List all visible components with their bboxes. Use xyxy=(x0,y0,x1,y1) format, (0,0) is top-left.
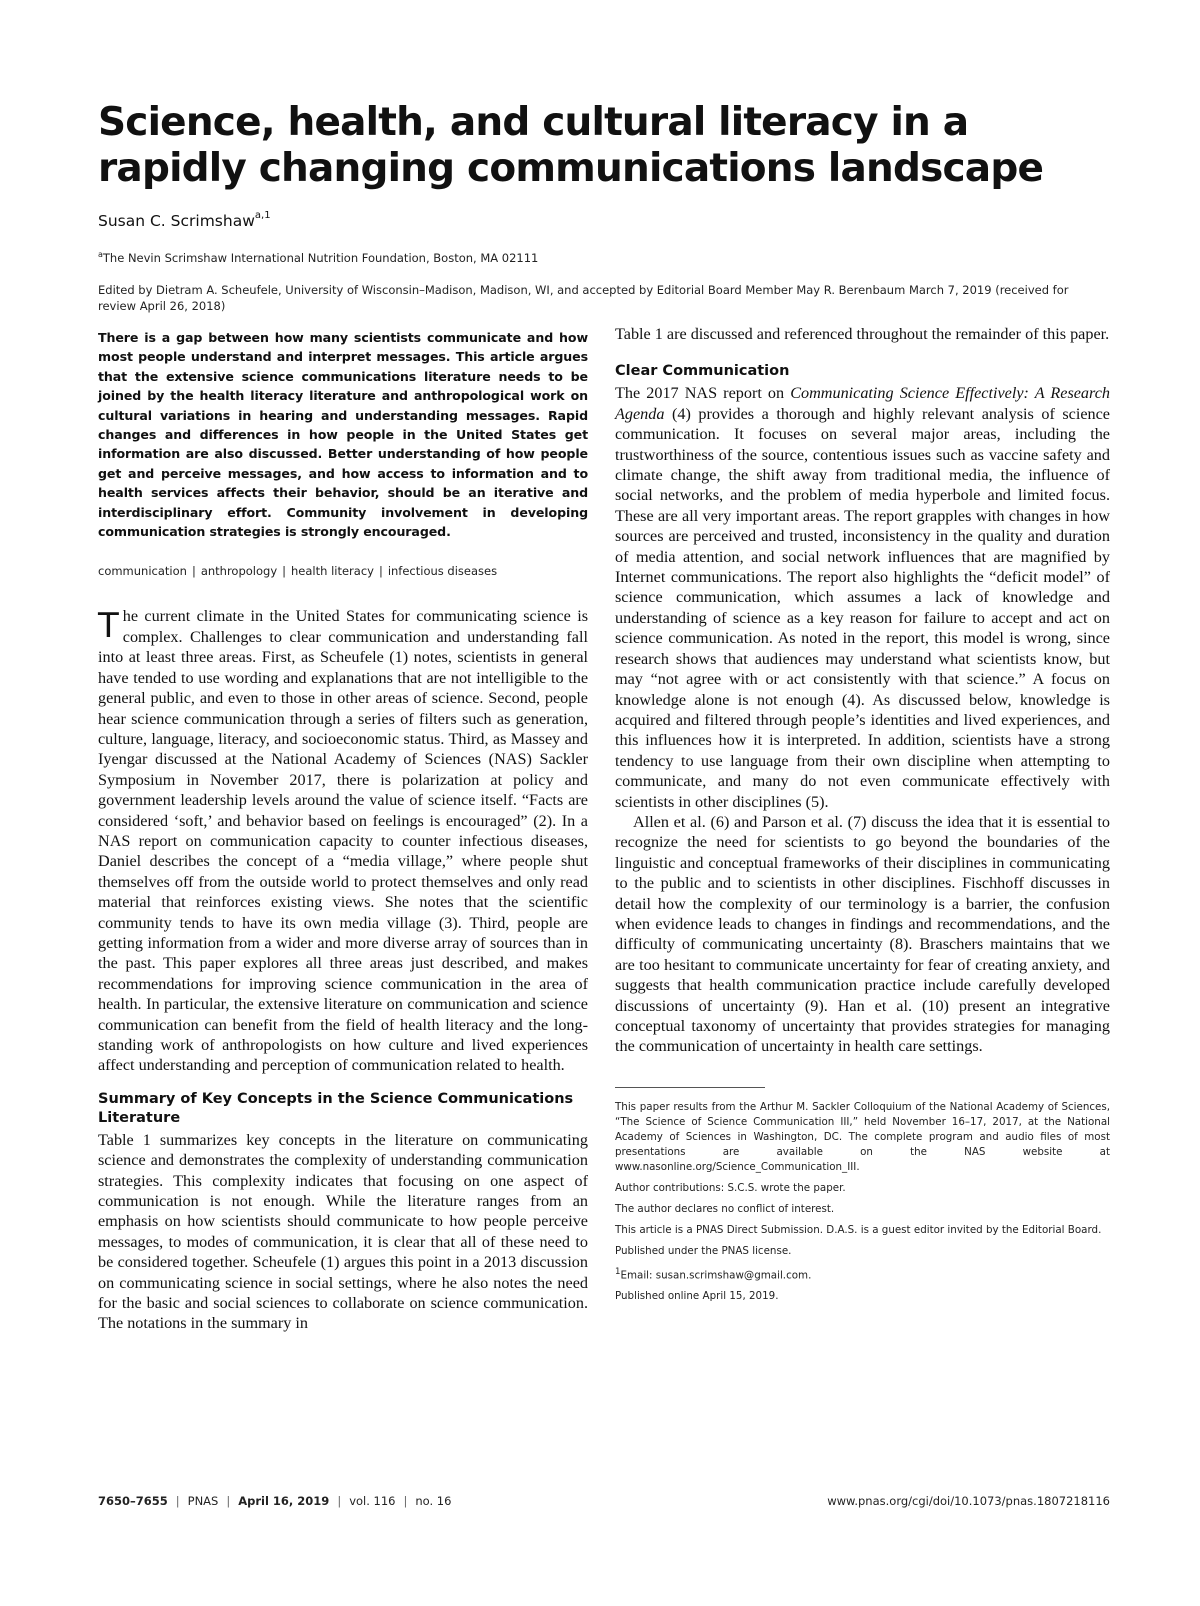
footer-date: April 16, 2019 xyxy=(238,1494,330,1508)
edited-by: Edited by Dietram A. Scheufele, University of Wisconsin–Madison, Madison, WI, and accepted by Editorial Board Member May R. Berenbaum March 7, 2019 (received for review April 26, 2018) xyxy=(98,283,1069,313)
keyword: communication xyxy=(98,564,187,579)
intro-paragraph xyxy=(98,606,588,1075)
right-column xyxy=(615,324,1110,1310)
footer-volume: vol. 116 xyxy=(349,1494,396,1508)
keyword: health literacy xyxy=(291,564,374,579)
footer-separator: | xyxy=(403,1494,408,1508)
footer-journal: PNAS xyxy=(187,1494,219,1508)
abstract: There is a gap between how many scientists communicate and how most people understand and interpret messages. This article argues that the extensive science communications literature needs to be joined by the health literacy literature and anthropological work on cultural variations in hearing and understanding messages. Rapid changes and differences in how people in the United States get information are also discussed. Better understanding of how people get and perceive messages, and how access to information and to health services affects their behavior, should be an iterative and interdisciplinary effort. Community involvement in developing communication strategies is strongly encouraged. xyxy=(98,330,588,540)
footer-separator: | xyxy=(175,1494,180,1508)
clear-communication-paragraph-2: Allen et al. (6) and Parson et al. (7) discuss the idea that it is essential to recognize the need for scientists to go beyond the boundaries of the linguistic and conceptual frameworks of their disciplines in communicating to the public and to scientists in other disciplines. Fischhoff discusses in detail how the complexity of our terminology is a barrier, the confusion when evidence leads to changes in findings and recommendations, and the difficulty of communicating uncertainty (8). Braschers maintains that we are too hesitant to communicate uncertainty for fear of creating anxiety, and suggests that health communication practice include carefully developed discussions of uncertainty (9). Han et al. (10) present an integrative conceptual taxonomy of uncertainty that provides strategies for managing the communication of uncertainty in health care settings. xyxy=(615,812,1110,1056)
footer-issue: no. 16 xyxy=(415,1494,452,1508)
footnote-submission: This article is a PNAS Direct Submission. D.A.S. is a guest editor invited by the Editorial Board. xyxy=(615,1223,1102,1236)
author-marks: a,1 xyxy=(254,210,271,221)
footnote-published: Published online April 15, 2019. xyxy=(615,1290,779,1303)
footer-citation xyxy=(98,1494,451,1508)
section-heading-clear-communication: Clear Communication xyxy=(615,363,790,380)
footnote-colloquium: This paper results from the Arthur M. Sackler Colloquium of the National Academy of Sciences, “The Science of Science Communication III,” held November 16–17, 2017, at the National Academy of Sciences in Washington, DC. The complete program and audio files of most presentations are available on the NAS website at www.nasonline.org/Science_Communication_III. xyxy=(615,1100,1110,1173)
author-line xyxy=(98,212,271,230)
footnote-license: Published under the PNAS license. xyxy=(615,1244,792,1257)
affiliation-mark: a xyxy=(98,250,103,259)
footnote-conflict: The author declares no conflict of interest. xyxy=(615,1202,835,1215)
footer-separator: | xyxy=(337,1494,342,1508)
footer-doi-link[interactable]: www.pnas.org/cgi/doi/10.1073/pnas.1807218116 xyxy=(827,1494,1110,1508)
p1-text-start: The 2017 NAS report on xyxy=(615,384,791,403)
drop-cap: T xyxy=(98,606,119,647)
keywords xyxy=(98,564,588,578)
footnote-divider xyxy=(615,1087,765,1088)
p1-text-rest: (4) provides a thorough and highly relevant analysis of science communication. It focuses on several major areas, including the trustworthiness of the source, contentious issues such as vaccine safety and climate change, the shift away from traditional media, the influence of social networks, and the problem of media hyperbole and limited focus. These are all very important areas. The report grapples with changes in how sources are perceived and trusted, inconsistency in the quality and duration of media attention, and social network influences that are magnified by Internet communications. The report also highlights the “deficit model” of science communication, which assumes a lack of knowledge and understanding of science as a key reason for failure to accept and act on science communication. As noted in the report, this model is wrong, since research shows that audiences may understand what scientists know, but may “not agree with or act consistently with that science.” A focus on knowledge alone is not enough (4). As discussed below, knowledge is acquired and filtered through people’s identities and lived experiences, and this influences how it is interpreted. In addition, scientists have a strong tendency to use language from their own discipline when attempting to communicate, and many do not even communicate effectively with scientists in other disciplines (5). xyxy=(615,404,1110,811)
email-text[interactable]: Email: susan.scrimshaw@gmail.com. xyxy=(620,1269,812,1282)
clear-communication-paragraph-1 xyxy=(615,383,1110,812)
footer-separator: | xyxy=(226,1494,231,1508)
keyword-separator: | xyxy=(378,564,383,579)
keyword-separator: | xyxy=(282,564,287,579)
left-column xyxy=(98,328,588,1334)
article-title: Science, health, and cultural literacy in a rapidly changing communications landscape xyxy=(98,100,1044,191)
summary-continuation: Table 1 are discussed and referenced throughout the remainder of this paper. xyxy=(615,325,1110,343)
intro-text: he current climate in the United States for communicating science is complex. Challenges to clear communication and understanding fall into at least three areas. First, as Scheufele (1) notes, scientists in general have tended to use wording and explanations that are not intelligible to the general public, and even to those in other areas of science. Second, people hear science communication through a series of filters such as generation, culture, language, literacy, and socioeconomic status. Third, as Massey and Iyengar discussed at the National Academy of Sciences (NAS) Sackler Symposium in November 2017, there is polarization at policy and government leadership levels around the value of science itself. “Facts are considered ‘soft,’ and behavior based on feelings is encouraged” (2). In a NAS report on communication capacity to counter infectious diseases, Daniel describes the concept of a “media village,” where people shut themselves off from the outside world to protect themselves and only read material that reinforces existing views. She notes that the scientific community tends to have its own media village (3). Third, people are getting information from a wider and more diverse array of sources than in the past. This paper explores all three areas just described, and makes recommendations for improving science communication in the area of health. In particular, the extensive literature on communication and science communication can benefit from the field of health literacy and the long-standing work of anthropologists on how culture and lived experiences affect understanding and perception of communication related to health. xyxy=(98,607,588,1075)
page-footer xyxy=(98,1494,1110,1508)
affiliation-text: The Nevin Scrimshaw International Nutrition Foundation, Boston, MA 02111 xyxy=(102,250,539,265)
keyword: infectious diseases xyxy=(387,564,498,579)
footnote-contributions: Author contributions: S.C.S. wrote the paper. xyxy=(615,1181,846,1194)
keyword-separator: | xyxy=(191,564,196,579)
email-mark: 1 xyxy=(615,1266,621,1277)
report-title-italic: Communicating Science Effectively: A Research Agenda xyxy=(615,384,1111,423)
footnote-email xyxy=(615,1265,1110,1283)
summary-paragraph: Table 1 summarizes key concepts in the literature on communicating science and demonstrates the complexity of understanding communication strategies. This complexity indicates that focusing on one aspect of communication is not enough. While the literature ranges from an emphasis on how scientists should communicate to how people perceive messages, to modes of communication, it is clear that all of these need to be considered together. Scheufele (1) argues this point in a 2013 discussion on communicating science in social settings, where he also notes the need for the basic and social sciences to collaborate on science communication. The notations in the summary in xyxy=(98,1130,588,1333)
author-name: Susan C. Scrimshaw xyxy=(98,212,255,231)
footer-pages: 7650–7655 xyxy=(98,1494,168,1508)
section-heading-summary: Summary of Key Concepts in the Science Communications Literature xyxy=(98,1090,574,1126)
keyword: anthropology xyxy=(200,564,278,579)
affiliation xyxy=(98,250,538,265)
